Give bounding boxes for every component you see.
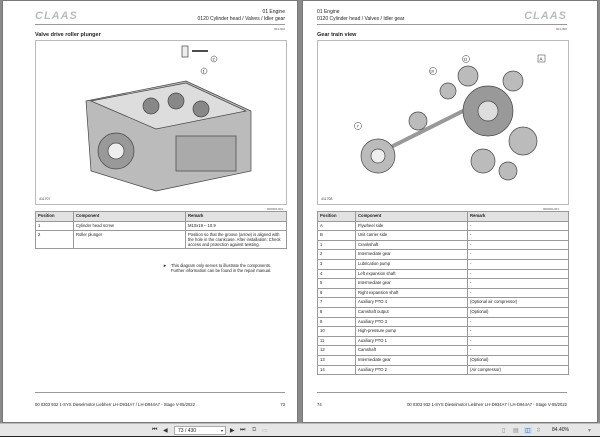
col-component: Component: [356, 212, 468, 222]
cell-remark: -: [468, 259, 569, 269]
cell-remark: -: [468, 336, 569, 346]
engine-drawing: [36, 41, 286, 204]
figure-number: 411707: [39, 197, 51, 201]
cell-component: Lubrication pump: [356, 259, 468, 269]
page-header: [198, 9, 285, 22]
section-title: Gear train view: [317, 32, 357, 38]
cell-remark: -: [468, 221, 569, 231]
components-table: [35, 211, 287, 249]
figure-number: 411708: [321, 197, 333, 201]
cell-position: 12: [318, 346, 356, 356]
header-chapter: 01 Engine: [317, 9, 340, 15]
cell-position: 8: [318, 307, 356, 317]
footer-text: 00 0303 932 1-SYS Dieselmotor Liebherr LH-D934A7 / LH-D944A7 - Stage V-05/2022: [35, 402, 195, 407]
cell-component: Intermediate gear: [356, 355, 468, 365]
left-page: [2, 0, 298, 423]
footer-rule: [317, 392, 567, 393]
cell-position: 1: [36, 221, 74, 231]
cell-component: Camshaft: [356, 346, 468, 356]
cell-remark: -: [468, 250, 569, 260]
paste-icon[interactable]: ▭: [262, 428, 268, 434]
right-page: [302, 0, 598, 423]
claas-logo: CLAAS: [524, 10, 567, 22]
single-page-icon[interactable]: ▯: [502, 428, 506, 434]
zoom-menu-icon[interactable]: ▾: [588, 428, 592, 434]
page-header: [317, 9, 404, 22]
doc-code: 001-002: [273, 27, 285, 31]
header-rule: [317, 24, 567, 25]
engine-illustration: [35, 40, 287, 205]
cell-component: Auxiliary PTO 4: [356, 298, 468, 308]
cell-component: Roller plunger: [74, 231, 186, 249]
col-remark: Remark: [468, 212, 569, 222]
table-row: [318, 240, 569, 250]
cell-component: Auxiliary PTO 3: [356, 317, 468, 327]
col-remark: Remark: [186, 212, 287, 222]
header-section: 0120 Cylinder head / Valves / Idler gear: [197, 15, 285, 22]
cell-remark: -: [468, 269, 569, 279]
cell-component: Unit carrier side: [356, 231, 468, 241]
header-section: 0120 Cylinder head / Valves / Idler gear: [317, 15, 405, 22]
callout-11: 11: [463, 57, 468, 62]
copy-icon[interactable]: ⧉: [252, 427, 257, 433]
continuous-page-icon[interactable]: ▤: [513, 428, 519, 434]
table-row: [318, 259, 569, 269]
cell-position: 14: [318, 365, 356, 375]
callout-2: 2: [212, 56, 215, 62]
cell-position: 3: [318, 259, 356, 269]
cell-position: B: [318, 231, 356, 241]
table-row: [318, 336, 569, 346]
callout-a: A: [539, 56, 543, 62]
cell-remark: M10x19 – 10.9: [186, 221, 287, 231]
cell-component: Flywheel side: [356, 221, 468, 231]
cell-remark: -: [468, 327, 569, 337]
cell-component: High-pressure pump: [356, 327, 468, 337]
callout-7: 7: [356, 123, 359, 129]
page-number: 73: [280, 402, 285, 407]
two-page-icon[interactable]: ◫: [525, 428, 531, 434]
cell-position: A: [318, 221, 356, 231]
cell-remark: -: [468, 346, 569, 356]
header-chapter: 01 Engine: [262, 9, 285, 15]
table-row: [318, 298, 569, 308]
viewer-toolbar: [0, 423, 600, 436]
previous-page-icon[interactable]: ◀: [163, 428, 168, 434]
cell-remark: (Optional): [468, 307, 569, 317]
cell-remark: Position so that the groove (arrow) is aligned with the hole in the crankcase. After installation: Check access and protection against twisting.: [186, 231, 287, 249]
fit-page-icon[interactable]: ⇳: [536, 428, 542, 434]
cell-component: Auxiliary PTO 2: [356, 365, 468, 375]
table-header-row: [36, 212, 287, 222]
table-row: [318, 250, 569, 260]
cell-component: Crankshaft: [356, 240, 468, 250]
doc-code: 001-002: [555, 27, 567, 31]
cell-component: Auxiliary PTO 1: [356, 336, 468, 346]
col-position: Position: [36, 212, 74, 222]
cell-position: 13: [318, 355, 356, 365]
figure-code: 000000-001: [266, 207, 283, 211]
table-row: [318, 269, 569, 279]
cell-remark: -: [468, 288, 569, 298]
cell-position: 10: [318, 327, 356, 337]
table-row: [36, 231, 287, 249]
next-page-icon[interactable]: ▶: [230, 428, 235, 434]
cell-remark: -: [468, 279, 569, 289]
col-component: Component: [74, 212, 186, 222]
section-title: Valve drive roller plunger: [35, 32, 101, 38]
table-row: [36, 221, 287, 231]
cell-remark: (Air compressor): [468, 365, 569, 375]
gear-train-drawing: [318, 41, 568, 204]
table-row: [318, 221, 569, 231]
footer-text: 00 0303 932 1-SYS Dieselmotor Liebherr LH-D934A7 / LH-D944A7 - Stage V-05/2022: [407, 402, 567, 407]
chevron-down-icon[interactable]: ▾: [220, 428, 223, 433]
col-position: Position: [318, 212, 356, 222]
page-number-input[interactable]: [174, 426, 226, 435]
info-note: [163, 263, 283, 273]
claas-logo: CLAAS: [35, 10, 78, 22]
table-row: [318, 365, 569, 375]
first-page-icon[interactable]: ⏮: [152, 427, 158, 433]
cell-position: 4: [318, 269, 356, 279]
table-row: [318, 279, 569, 289]
table-row: [318, 317, 569, 327]
cell-position: 7: [318, 298, 356, 308]
cell-position: 6: [318, 288, 356, 298]
cell-remark: (Optional air compressor): [468, 298, 569, 308]
table-row: [318, 327, 569, 337]
figure-code: 000000-001: [542, 207, 559, 211]
page-input-value: 73 / 430: [178, 428, 197, 434]
cell-remark: -: [468, 231, 569, 241]
cell-remark: (Optional): [468, 355, 569, 365]
cell-component: Right expansion shaft: [356, 288, 468, 298]
callout-10: 10: [430, 69, 434, 74]
cell-position: 1: [318, 240, 356, 250]
cell-component: Left expansion shaft: [356, 269, 468, 279]
table-row: [318, 231, 569, 241]
cell-component: Cylinder head screw: [74, 221, 186, 231]
cell-component: Intermediate gear: [356, 250, 468, 260]
cell-component: Camshaft output: [356, 307, 468, 317]
footer-rule: [35, 392, 285, 393]
cell-position: 9: [318, 317, 356, 327]
cell-position: 2: [318, 250, 356, 260]
table-row: [318, 307, 569, 317]
header-rule: [35, 24, 285, 25]
bullet-arrow-icon: ►: [163, 263, 168, 268]
cell-remark: -: [468, 240, 569, 250]
cell-position: 5: [318, 279, 356, 289]
table-row: [318, 355, 569, 365]
components-table: [317, 211, 569, 375]
cell-position: 11: [318, 336, 356, 346]
cell-remark: -: [468, 317, 569, 327]
gear-train-illustration: [317, 40, 569, 205]
cell-position: 2: [36, 231, 74, 249]
note-text: This diagram only serves to illustrate the components. Further information can be found in the repair manual.: [171, 263, 272, 274]
last-page-icon[interactable]: ⏭: [240, 427, 246, 433]
callout-1: 1: [202, 68, 205, 74]
cell-component: Intermediate gear: [356, 279, 468, 289]
table-row: [318, 288, 569, 298]
page-number: 74: [317, 402, 322, 407]
table-header-row: [318, 212, 569, 222]
zoom-level[interactable]: 84.40%: [552, 427, 569, 433]
table-row: [318, 346, 569, 356]
